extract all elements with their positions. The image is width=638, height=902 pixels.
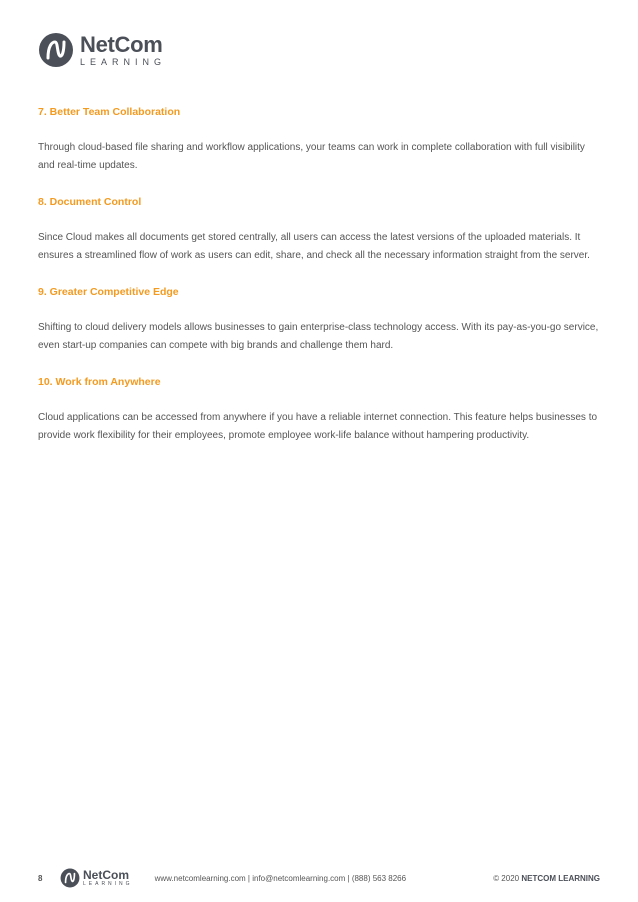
section-body: Cloud applications can be accessed from anywhere if you have a reliable internet connection. This feature helps businesses to provide work flexibility for their employees, promote employee work-life balance without hampering productivity. [38,412,598,441]
footer-logo-sub: LEARNING [83,881,133,887]
section-team-collaboration [38,104,604,175]
section-work-anywhere [38,374,604,445]
footer-contact: www.netcomlearning.com | info@netcomlearning.com | (888) 563 8266 [154,873,407,883]
section-heading: 9. Greater Competitive Edge [38,286,179,298]
footer-logo-name: NetCom [83,868,130,882]
section-body: Through cloud-based file sharing and workflow applications, your teams can work in complete collaboration with full visibility and real-time updates. [38,142,585,171]
section-body: Since Cloud makes all documents get stored centrally, all users can access the latest versions of the uploaded materials. It ensures a streamlined flow of work as users can edit, share, and check all the necessary information straight from the server. [38,232,590,261]
section-document-control [38,194,604,265]
page-footer [38,866,600,890]
section-competitive-edge [38,284,604,355]
copyright-brand: NETCOM LEARNING [521,873,600,883]
page-number: 8 [38,873,43,883]
netcom-logo-icon [60,868,80,888]
logo-name: NetCom [80,31,163,57]
footer-logo [60,868,133,888]
logo-sub: LEARNING [80,56,167,67]
section-heading: 8. Document Control [38,196,142,208]
netcom-logo-icon [38,32,74,68]
section-heading: 7. Better Team Collaboration [38,106,181,118]
main-content [38,104,604,464]
section-body: Shifting to cloud delivery models allows businesses to gain enterprise-class technology access. With its pay-as-you-go service, even start-up companies can compete with big brands and challenge them hard. [38,322,599,351]
copyright-prefix: © 2020 [493,873,522,883]
header-logo [38,31,168,69]
section-heading: 10. Work from Anywhere [38,376,161,388]
footer-copyright [493,874,600,883]
